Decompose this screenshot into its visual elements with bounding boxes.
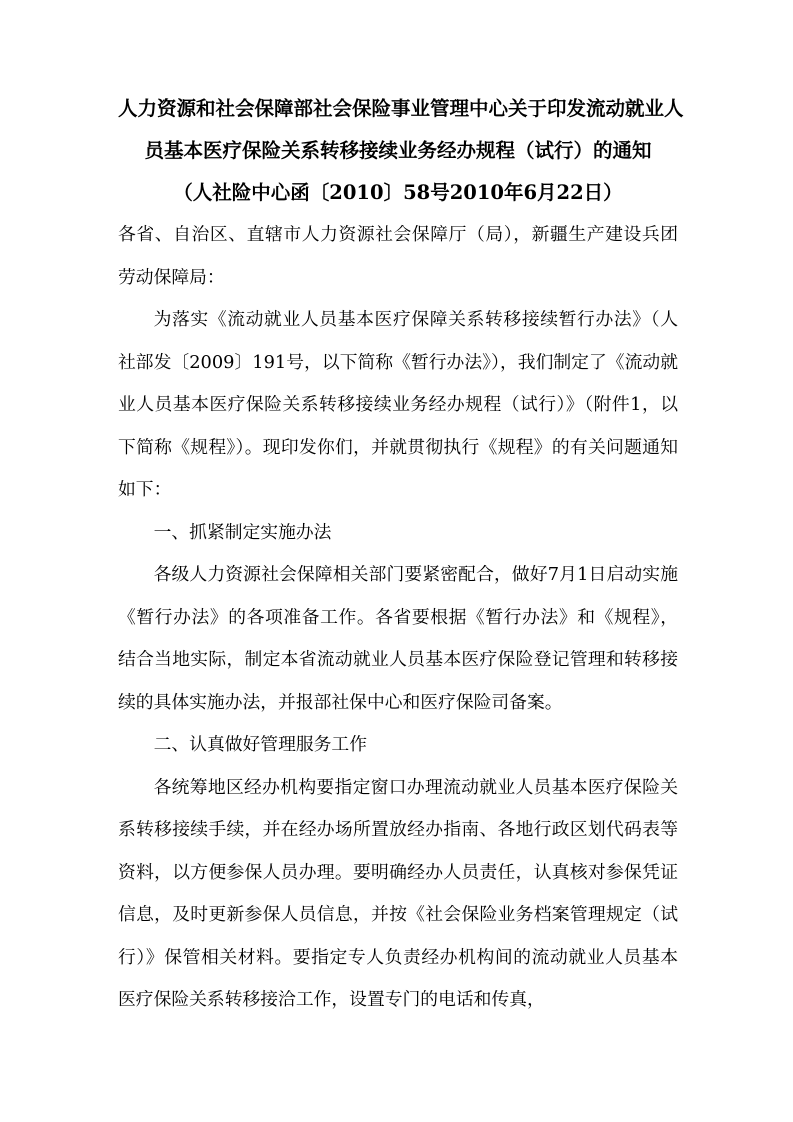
section-paragraph-1: 各级人力资源社会保障相关部门要紧密配合，做好7月1日启动实施《暂行办法》的各项准备工作。各省要根据《暂行办法》和《规程》，结合当地实际，制定本省流动就业人员基本医疗保险登记管理和转移接续的具体实施办法，并报部社保中心和医疗保险司备案。 (118, 564, 678, 713)
title-line-2: 员基本医疗保险关系转移接续业务经办规程（试行）的通知 (144, 139, 652, 162)
title-line-1: 人力资源和社会保障部社会保险事业管理中心关于印发流动就业人 (118, 97, 684, 120)
section-heading-2: 二、认真做好管理服务工作 (153, 734, 367, 755)
section-paragraph-2: 各统筹地区经办机构要指定窗口办理流动就业人员基本医疗保险关系转移接续手续，并在经办场所置放经办指南、各地行政区划代码表等资料，以方便参保人员办理。要明确经办人员责任，认真核对参保凭证信息，及时更新参保人员信息，并按《社会保险业务档案管理规定（试行）》保管相关材料。要指定专人负责经办机构间的流动就业人员基本医疗保险关系转移接洽工作，设置专门的电话和传真， (118, 776, 678, 1010)
intro-paragraph: 为落实《流动就业人员基本医疗保障关系转移接续暂行办法》（人社部发〔2009〕191号，以下简称《暂行办法》），我们制定了《流动就业人员基本医疗保险关系转移接续业务经办规程（试行）》（附件1，以下简称《规程》）。现印发你们，并就贯彻执行《规程》的有关问题通知如下： (118, 309, 678, 500)
section-heading-1: 一、抓紧制定实施办法 (153, 521, 332, 543)
document-body (118, 214, 678, 1022)
title-line-3: （人社险中心函〔2010〕58号2010年6月22日） (173, 181, 623, 204)
salutation: 各省、自治区、直辖市人力资源社会保障厅（局），新疆生产建设兵团劳动保障局： (118, 224, 678, 288)
document-title (118, 88, 684, 214)
document-page (118, 88, 684, 1022)
